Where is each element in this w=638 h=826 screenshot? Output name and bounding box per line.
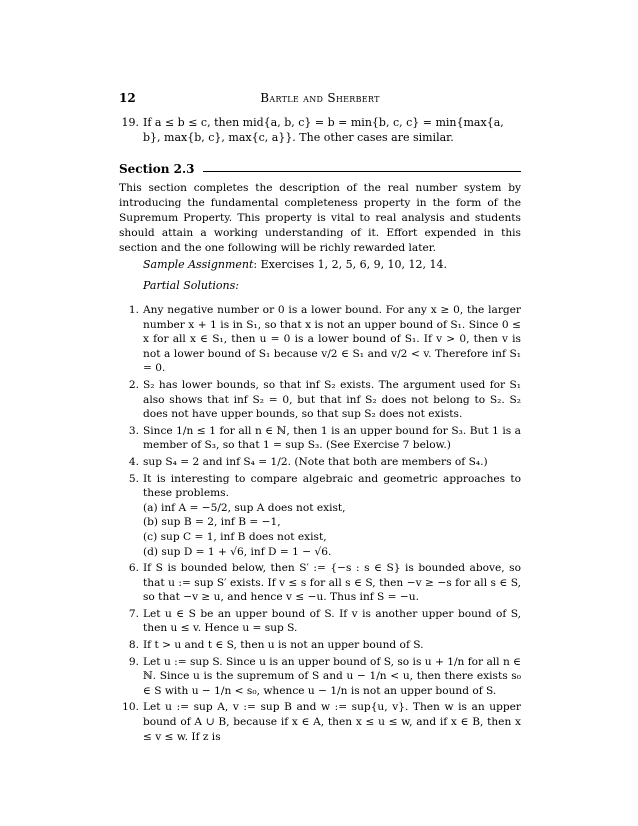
item-text: Let u ∈ S be an upper bound of S. If v is another upper bound of S, then u ≤ v. Hence u = sup S. xyxy=(143,607,521,635)
item-number: 7. xyxy=(128,607,139,620)
sub-item: (a) inf A = −5/2, sup A does not exist, xyxy=(143,501,346,514)
assignment-text: : Exercises 1, 2, 5, 6, 9, 10, 12, 14. xyxy=(253,258,448,271)
item-text: Any negative number or 0 is a lower bound. For any x ≥ 0, the larger number x + 1 is in S₁, so that x is not an upper bound of S₁. Since 0 ≤ x for all x ∈ S₁, then u = 0 is a lower bound of S₁. If v > 0, then v is not a lower bound of S₁ because v/2 ∈ S₁ and v/2 < v. Therefore inf S₁ = 0. xyxy=(143,304,521,375)
solution-item xyxy=(119,561,521,605)
item-number: 3. xyxy=(128,424,139,437)
list-item xyxy=(119,115,521,145)
solution-item xyxy=(119,378,521,422)
item-number: 10. xyxy=(122,701,139,714)
partial-solutions-label: Partial Solutions: xyxy=(143,279,239,292)
page-number: 12 xyxy=(119,91,136,105)
item-text: If S is bounded below, then S′ := {−s : s ∈ S} is bounded above, so that u := sup S′ exists. If v ≤ s for all s ∈ S, then −v ≥ −s for all s ∈ S, so that −v ≥ u, and hence v ≤ −u. Thus inf S = −u. xyxy=(143,562,521,604)
item-text: Since 1/n ≤ 1 for all n ∈ ℕ, then 1 is an upper bound for S₃. But 1 is a member of S₃, so that 1 = sup S₃. (See Exercise 7 below.) xyxy=(143,424,521,452)
item-number: 5. xyxy=(128,472,139,485)
solution-item xyxy=(119,472,521,560)
assignment-label: Sample Assignment xyxy=(143,258,254,271)
item-number: 8. xyxy=(128,639,139,652)
solution-item xyxy=(119,700,521,744)
solution-item xyxy=(119,303,521,376)
running-header xyxy=(119,91,521,107)
item-number: 2. xyxy=(128,378,139,391)
section-rule xyxy=(187,171,521,172)
solution-item xyxy=(119,607,521,636)
sub-item: (c) sup C = 1, inf B does not exist, xyxy=(143,530,327,543)
section-heading xyxy=(119,162,521,178)
sub-item: (d) sup D = 1 + √6, inf D = 1 − √6. xyxy=(143,545,332,558)
item-text: Let u := sup A, v := sup B and w := sup{u, v}. Then w is an upper bound of A ∪ B, because if x ∈ A, then x ≤ u ≤ w, and if x ∈ B, then x ≤ v ≤ w. If z is xyxy=(143,701,521,743)
item-text: Let u := sup S. Since u is an upper bound of S, so is u + 1/n for all n ∈ ℕ. Since u is the supremum of S and u − 1/n < u, then there exists s₀ ∈ S with u − 1/n < s₀, whence u − 1/n is not an upper bound of S. xyxy=(143,655,521,697)
solution-item xyxy=(119,455,521,470)
solution-item xyxy=(119,424,521,453)
solution-item xyxy=(119,638,521,653)
sample-assignment xyxy=(143,258,521,271)
item-text: If a ≤ b ≤ c, then mid{a, b, c} = b = min{b, c, c} = min{max{a, b}, max{b, c}, max{c, a}}. The other cases are similar. xyxy=(143,116,504,144)
item-number: 1. xyxy=(128,304,139,316)
item-text: sup S₄ = 2 and inf S₄ = 1/2. (Note that both are members of S₄.) xyxy=(143,455,488,468)
solutions-list xyxy=(119,303,521,746)
previous-solution xyxy=(119,115,521,145)
section-title: Section 2.3 xyxy=(119,162,203,176)
item-text: S₂ has lower bounds, so that inf S₂ exists. The argument used for S₁ also shows that inf S₂ = 0, but that inf S₂ does not belong to S₂. S₂ does not have upper bounds, so that sup S₂ does not exists. xyxy=(143,378,521,421)
running-title: Bartle and Sherbert xyxy=(260,91,380,105)
item-text: If t > u and t ∈ S, then u is not an upper bound of S. xyxy=(143,639,424,652)
item-number: 6. xyxy=(128,562,139,575)
item-number: 19. xyxy=(121,116,139,129)
intro-paragraph: This section completes the description of the real number system by introducing the fundamental completeness property in the form of the Supremum Property. This property is vital to real analysis and students should attain a working understanding of it. Effort expended in this section and the one following will be richly rewarded later. xyxy=(119,182,521,254)
solution-item xyxy=(119,655,521,699)
item-number: 4. xyxy=(128,455,139,468)
item-text: It is interesting to compare algebraic and geometric approaches to these problems. xyxy=(143,472,521,500)
item-number: 9. xyxy=(128,655,139,668)
sub-item: (b) sup B = 2, inf B = −1, xyxy=(143,516,281,529)
